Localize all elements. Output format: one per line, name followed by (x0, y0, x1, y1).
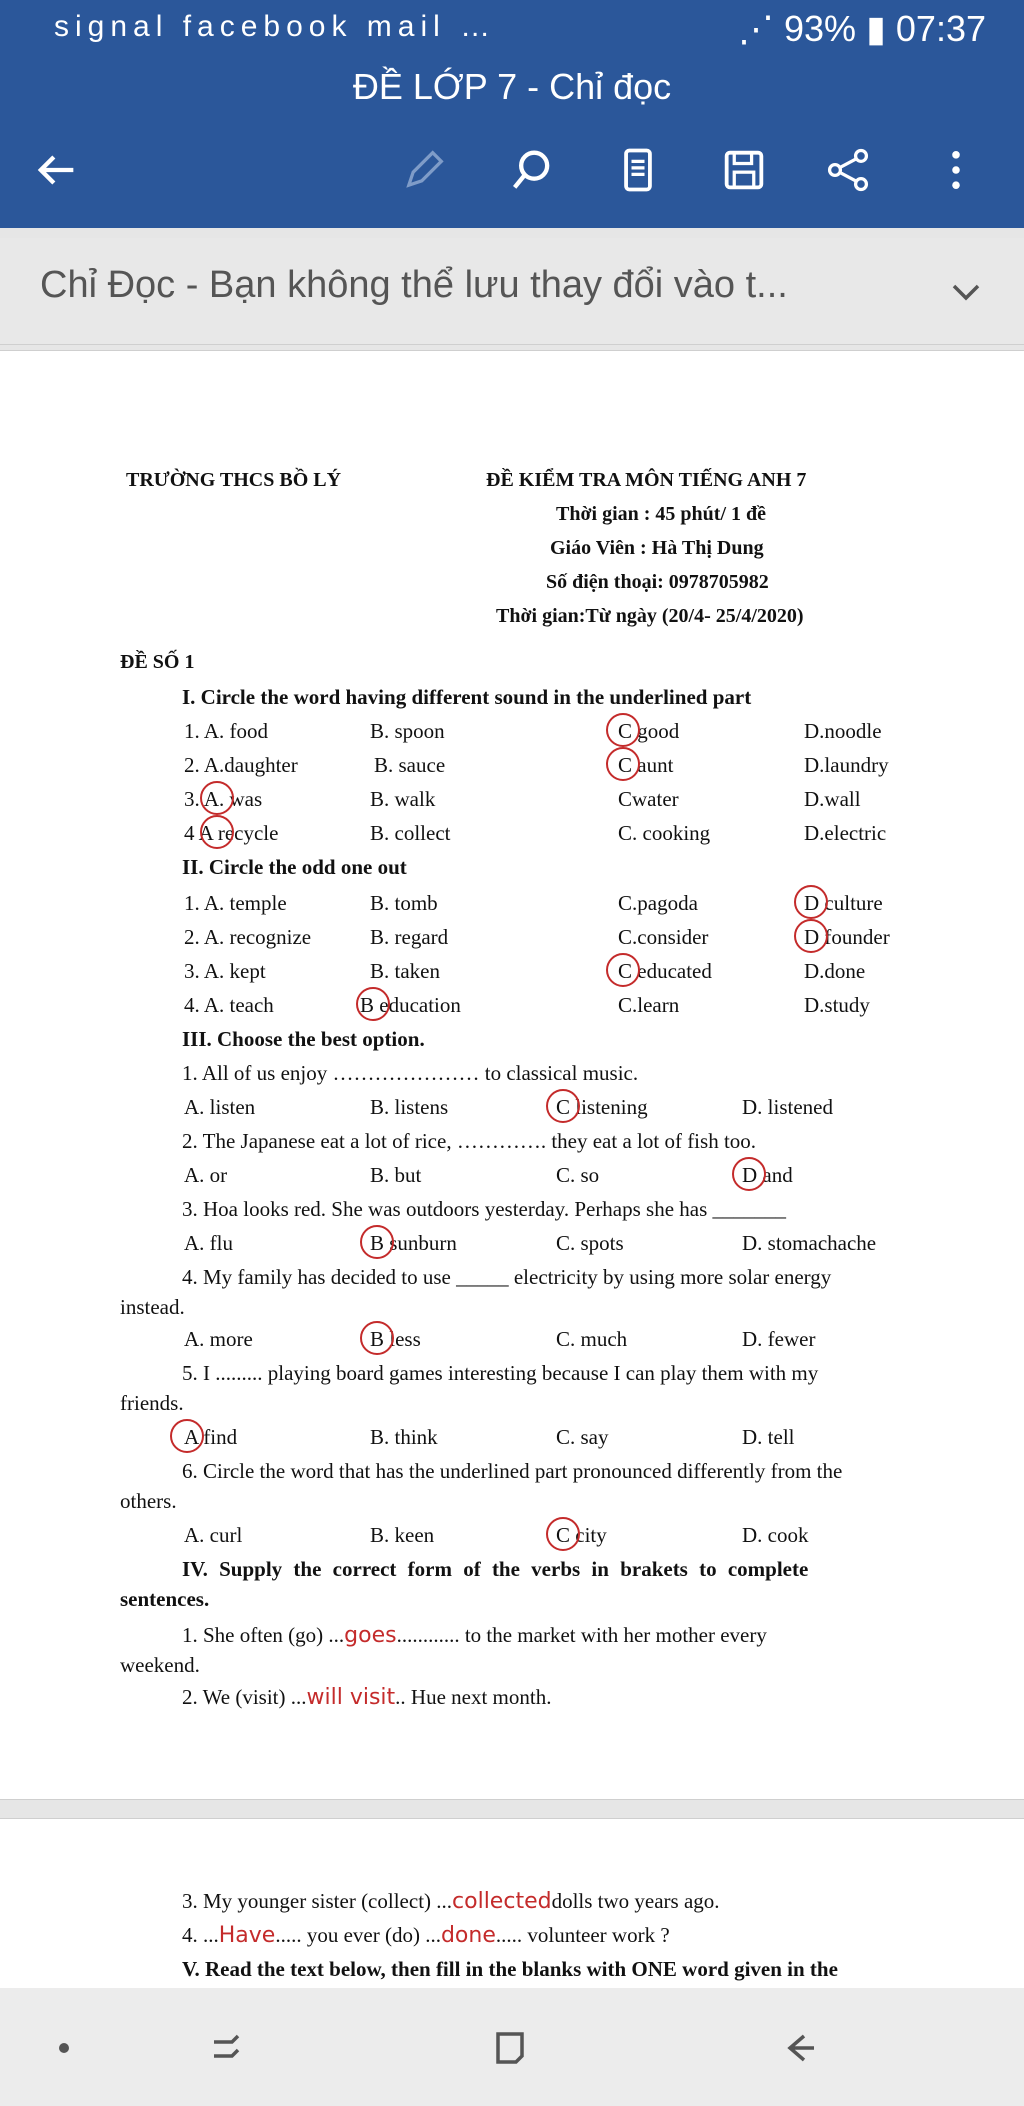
s3-q3: 3. Hoa looks red. She was outdoors yesterday. Perhaps she has _______ (182, 1197, 787, 1221)
s1-r3-c: Cwater (618, 787, 679, 811)
nav-back-icon (774, 2024, 822, 2072)
s3-q1-b: B. listens (370, 1095, 449, 1119)
answer-circle (732, 1157, 766, 1191)
recent-apps-icon (202, 2024, 250, 2072)
s4-q1-prefix: 1. She often (go) ... (182, 1623, 345, 1647)
exam-title: ĐỀ KIỂM TRA MÔN TIẾNG ANH 7 (486, 469, 807, 491)
s1-r2-b: B. sauce (374, 753, 446, 777)
s3-q4-d: D. fewer (742, 1327, 816, 1351)
status-right (738, 8, 986, 50)
s2-r2-a: 2. A. recognize (184, 925, 312, 949)
back-button[interactable] (24, 130, 88, 210)
s3-q5: 5. I ......... playing board games interesting because I can play them with my (182, 1361, 819, 1385)
battery-icon: ▮ (866, 8, 886, 49)
s3-q1: 1. All of us enjoy ………………… to classical music. (182, 1061, 639, 1085)
s2-r2-b: B. regard (370, 925, 449, 949)
s1-r1-b: B. spoon (370, 719, 445, 743)
s3-q1-d: D. listened (742, 1095, 833, 1119)
s3-q6-a: A. curl (184, 1523, 243, 1547)
s2-r1-a: 1. A. temple (184, 891, 287, 915)
handwritten-answer: Have (218, 1923, 276, 1948)
answer-circle (360, 1225, 394, 1259)
nav-back-button[interactable] (766, 2016, 830, 2080)
mobile-view-button[interactable] (606, 130, 670, 210)
read-only-banner[interactable] (0, 238, 1024, 345)
document-page-1 (0, 350, 1024, 1800)
s2-r1-b: B. tomb (370, 891, 438, 915)
handwritten-answer: done (440, 1923, 496, 1948)
s1-r1-d: D.noodle (804, 719, 882, 743)
s1-r1-a: 1. A. food (184, 719, 268, 743)
s4-q4-suffix: ..... volunteer work ? (495, 1923, 670, 1947)
s3-q3-c: C. spots (556, 1231, 624, 1255)
wifi-icon: ⋰ (737, 8, 774, 49)
answer-circle (356, 987, 390, 1021)
s3-q6: 6. Circle the word that has the underlined part pronounced differently from the (182, 1459, 843, 1483)
s2-r4-b: B education (360, 993, 461, 1017)
section-3-title: III. Choose the best option. (182, 1027, 425, 1051)
section-4-title-cont: sentences. (120, 1587, 210, 1611)
s3-q6-b: B. keen (370, 1523, 435, 1547)
s3-q5-d: D. tell (742, 1425, 795, 1449)
section-5-title: V. Read the text below, then fill in the blanks with ONE word given in the (182, 1957, 838, 1981)
s3-q5-cont: friends. (120, 1391, 184, 1415)
s3-q4-c: C. much (556, 1327, 628, 1351)
s1-r3-a: 3. A. was (184, 787, 263, 811)
date-range: Thời gian:Từ ngày (20/4- 25/4/2020) (496, 605, 804, 627)
answer-circle (606, 713, 640, 747)
s2-r3-c: C educated (618, 959, 712, 983)
s3-q2: 2. The Japanese eat a lot of rice, …………. they eat a lot of fish too. (182, 1129, 757, 1153)
s1-r2-a: 2. A.daughter (184, 753, 298, 777)
s3-q4: 4. My family has decided to use _____ electricity by using more solar energy (182, 1265, 832, 1289)
s2-r3-b: B. taken (370, 959, 440, 983)
s3-q5-c: C. say (556, 1425, 609, 1449)
home-icon (486, 2024, 534, 2072)
edit-button[interactable] (392, 130, 456, 210)
answer-circle (546, 1517, 580, 1551)
share-icon (822, 144, 874, 196)
more-options-button[interactable] (924, 130, 988, 210)
clock: 07:37 (895, 8, 986, 49)
recent-apps-button[interactable] (194, 2016, 258, 2080)
s2-r2-d: D founder (804, 925, 890, 949)
mobile-view-icon (612, 144, 664, 196)
search-icon (506, 144, 558, 196)
s2-r3-a: 3. A. kept (184, 959, 266, 983)
banner-text: Chỉ Đọc - Bạn không thể lưu thay đổi vào t... (40, 264, 788, 306)
answer-circle (170, 1419, 204, 1453)
save-icon (718, 144, 770, 196)
s4-q1-suffix: ............ to the market with her mother every (396, 1623, 767, 1647)
s3-q1-c: C listening (556, 1095, 648, 1119)
s1-r4-d: D.electric (804, 821, 887, 845)
exam-duration: Thời gian : 45 phút/ 1 đề (556, 503, 767, 525)
s3-q2-b: B. but (370, 1163, 422, 1187)
answer-circle (200, 781, 234, 815)
s4-q3 (182, 1889, 720, 1914)
answer-circle (794, 885, 828, 919)
s3-q4-a: A. more (184, 1327, 253, 1351)
s4-q2 (182, 1685, 551, 1710)
s3-q2-c: C. so (556, 1163, 600, 1187)
s2-r4-c: C.learn (618, 993, 680, 1017)
s1-r4-a: 4 A recycle (184, 821, 279, 845)
answer-circle (606, 747, 640, 781)
handwritten-answer: goes (344, 1623, 397, 1648)
s4-q4 (182, 1923, 670, 1948)
answer-circle (606, 953, 640, 987)
s2-r1-c: C.pagoda (618, 891, 698, 915)
s1-r2-c: C aunt (618, 753, 674, 777)
s3-q6-d: D. cook (742, 1523, 809, 1547)
search-button[interactable] (500, 130, 564, 210)
s3-q5-b: B. think (370, 1425, 438, 1449)
s2-r2-c: C.consider (618, 925, 709, 949)
s1-r4-c: C. cooking (618, 821, 711, 845)
s1-r2-d: D.laundry (804, 753, 889, 777)
s3-q4-b: B less (370, 1327, 421, 1351)
s2-r4-d: D.study (804, 993, 870, 1017)
handwritten-answer: collected (452, 1889, 552, 1914)
notification-icons: signal facebook mail … (54, 10, 497, 43)
s4-q2-suffix: .. Hue next month. (395, 1685, 552, 1709)
document-page-2 (0, 1818, 1024, 1990)
document-title: ĐỀ LỚP 7 - Chỉ đọc (352, 66, 672, 107)
s1-r1-c: C good (618, 719, 680, 743)
save-button[interactable] (712, 130, 776, 210)
status-bar (0, 0, 1024, 60)
s3-q3-b: B sunburn (370, 1231, 457, 1255)
home-button[interactable] (478, 2016, 542, 2080)
answer-circle (794, 919, 828, 953)
more-icon (930, 144, 982, 196)
s1-r3-b: B. walk (370, 787, 436, 811)
s3-q2-d: D and (742, 1163, 793, 1187)
s4-q1-cont: weekend. (120, 1653, 200, 1677)
handwritten-answer: will visit (306, 1685, 396, 1710)
s4-q3-suffix: dolls two years ago. (551, 1889, 720, 1913)
s4-q1 (182, 1623, 767, 1648)
battery-level: 93% (784, 8, 857, 49)
s3-q6-c: C city (556, 1523, 607, 1547)
back-arrow-icon (30, 144, 82, 196)
s1-r3-d: D.wall (804, 787, 861, 811)
s2-r3-d: D.done (804, 959, 866, 983)
teacher-name: Giáo Viên : Hà Thị Dung (550, 537, 764, 559)
section-1-title: I. Circle the word having different sound in the underlined part (182, 685, 752, 709)
answer-circle (546, 1089, 580, 1123)
share-button[interactable] (816, 130, 880, 210)
s3-q2-a: A. or (184, 1163, 228, 1187)
s3-q3-a: A. flu (184, 1231, 233, 1255)
s4-q2-prefix: 2. We (visit) ... (182, 1685, 307, 1709)
s2-r1-d: D culture (804, 891, 883, 915)
s4-q4-prefix: 4. ... (182, 1923, 219, 1947)
s4-q4-mid: ..... you ever (do) ... (275, 1923, 441, 1947)
answer-circle (200, 815, 234, 849)
answer-circle (360, 1321, 394, 1355)
s2-r4-a: 4. A. teach (184, 993, 274, 1017)
toolbar (0, 130, 1024, 210)
s3-q3-d: D. stomachache (742, 1231, 877, 1255)
exam-number: ĐỀ SỐ 1 (120, 651, 195, 673)
phone-number: Số điện thoại: 0978705982 (546, 571, 769, 593)
dot-icon (40, 2024, 88, 2072)
s1-r4-b: B. collect (370, 821, 451, 845)
section-4-title: IV. Supply the correct form of the verbs in brakets to complete (182, 1557, 809, 1581)
s3-q5-a: A find (184, 1425, 238, 1449)
school-name: TRƯỜNG THCS BỒ LÝ (126, 469, 342, 491)
s3-q4-cont: instead. (120, 1295, 185, 1319)
chevron-down-icon[interactable] (944, 270, 988, 314)
s3-q6-cont: others. (120, 1489, 177, 1513)
s4-q3-prefix: 3. My younger sister (collect) ... (182, 1889, 453, 1913)
s3-q1-a: A. listen (184, 1095, 256, 1119)
nav-dot-button[interactable] (32, 2016, 96, 2080)
system-nav-bar (0, 1988, 1024, 2106)
app-header (0, 0, 1024, 228)
pencil-icon (398, 144, 450, 196)
section-2-title: II. Circle the odd one out (182, 855, 407, 879)
